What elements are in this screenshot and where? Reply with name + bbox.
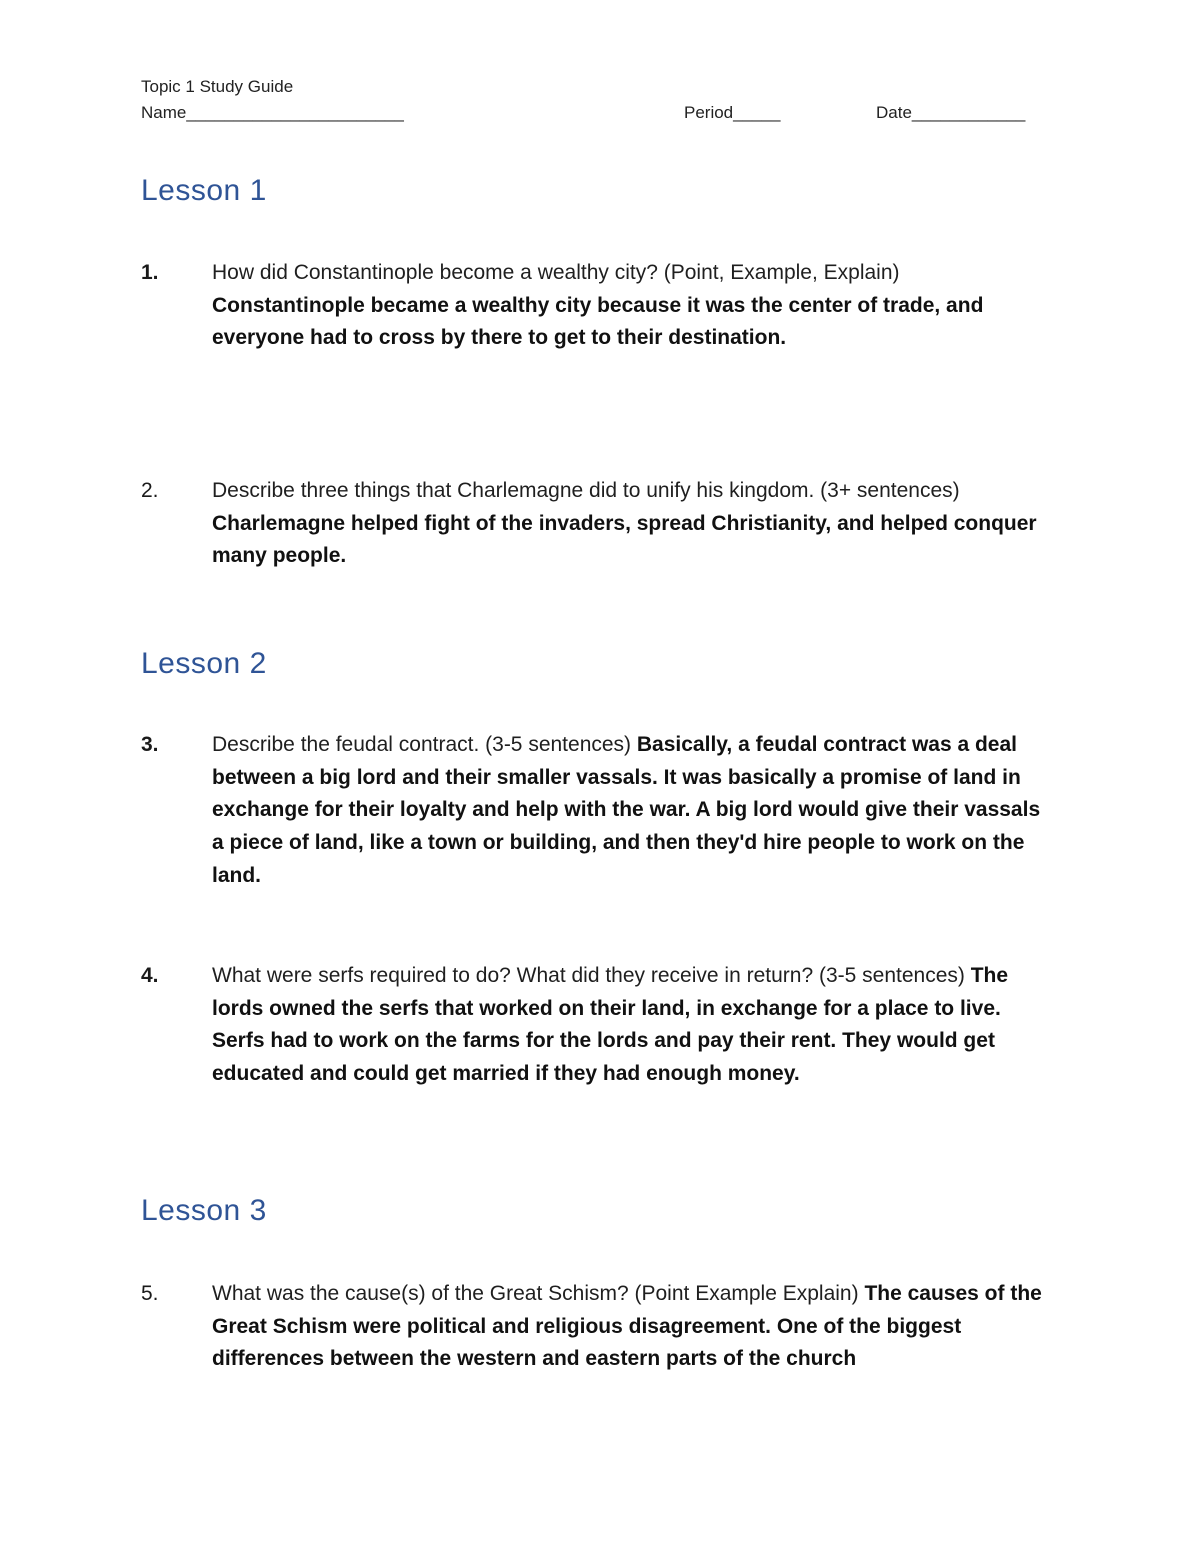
- question-body: [212, 475, 1056, 573]
- question-answer: The causes of the Great Schism were political and religious disagreement. One of the biggest differences between the western and eastern parts of the church: [212, 1282, 1042, 1371]
- question-prompt: Describe three things that Charlemagne did to unify his kingdom. (3+ sentences): [212, 479, 960, 502]
- question-body: [212, 257, 1056, 355]
- question-number: 5.: [141, 1282, 159, 1305]
- question-answer: Constantinople became a wealthy city because it was the center of trade, and everyone had to cross by there to get to their destination.: [212, 293, 984, 350]
- lesson-1-heading: Lesson 1: [141, 174, 267, 207]
- question-2: [141, 475, 1056, 573]
- name-field: Name_______________________: [141, 103, 404, 122]
- question-prompt: Describe the feudal contract. (3-5 sentences): [212, 733, 637, 756]
- question-answer: The lords owned the serfs that worked on their land, in exchange for a place to live. Serfs had to work on the farms for the lords and pay their rent. They would get educated and could get married if they had enough money.: [212, 964, 1009, 1086]
- date-field: Date____________: [876, 103, 1026, 122]
- question-body: [212, 1278, 1056, 1376]
- question-3: [141, 729, 1056, 893]
- question-5: [141, 1278, 1056, 1376]
- question-prompt: What was the cause(s) of the Great Schism? (Point Example Explain): [212, 1282, 865, 1305]
- question-answer: Basically, a feudal contract was a deal between a big lord and their smaller vassals. It was basically a promise of land in exchange for their loyalty and help with the war. A big lord would give their vassals a piece of land, like a town or building, and then they'd hire people to work on the land.: [212, 733, 1041, 887]
- question-1: [141, 257, 1056, 355]
- question-body: [212, 960, 1056, 1091]
- lesson-2-heading: Lesson 2: [141, 647, 267, 680]
- student-info-row: [141, 100, 1061, 126]
- question-number: 4.: [141, 964, 159, 987]
- document-header: [141, 74, 1061, 126]
- question-number: 3.: [141, 733, 159, 756]
- document-title: Topic 1 Study Guide: [141, 77, 294, 96]
- question-body: [212, 729, 1056, 893]
- question-4: [141, 960, 1056, 1091]
- period-field: Period_____: [684, 103, 781, 122]
- question-prompt: What were serfs required to do? What did they receive in return? (3-5 sentences): [212, 964, 971, 987]
- lesson-3-heading: Lesson 3: [141, 1194, 267, 1227]
- question-answer: Charlemagne helped fight of the invaders, spread Christianity, and helped conquer many people.: [212, 511, 1037, 568]
- question-number: 2.: [141, 479, 159, 502]
- question-number: 1.: [141, 261, 159, 284]
- question-prompt: How did Constantinople become a wealthy city? (Point, Example, Explain): [212, 261, 900, 284]
